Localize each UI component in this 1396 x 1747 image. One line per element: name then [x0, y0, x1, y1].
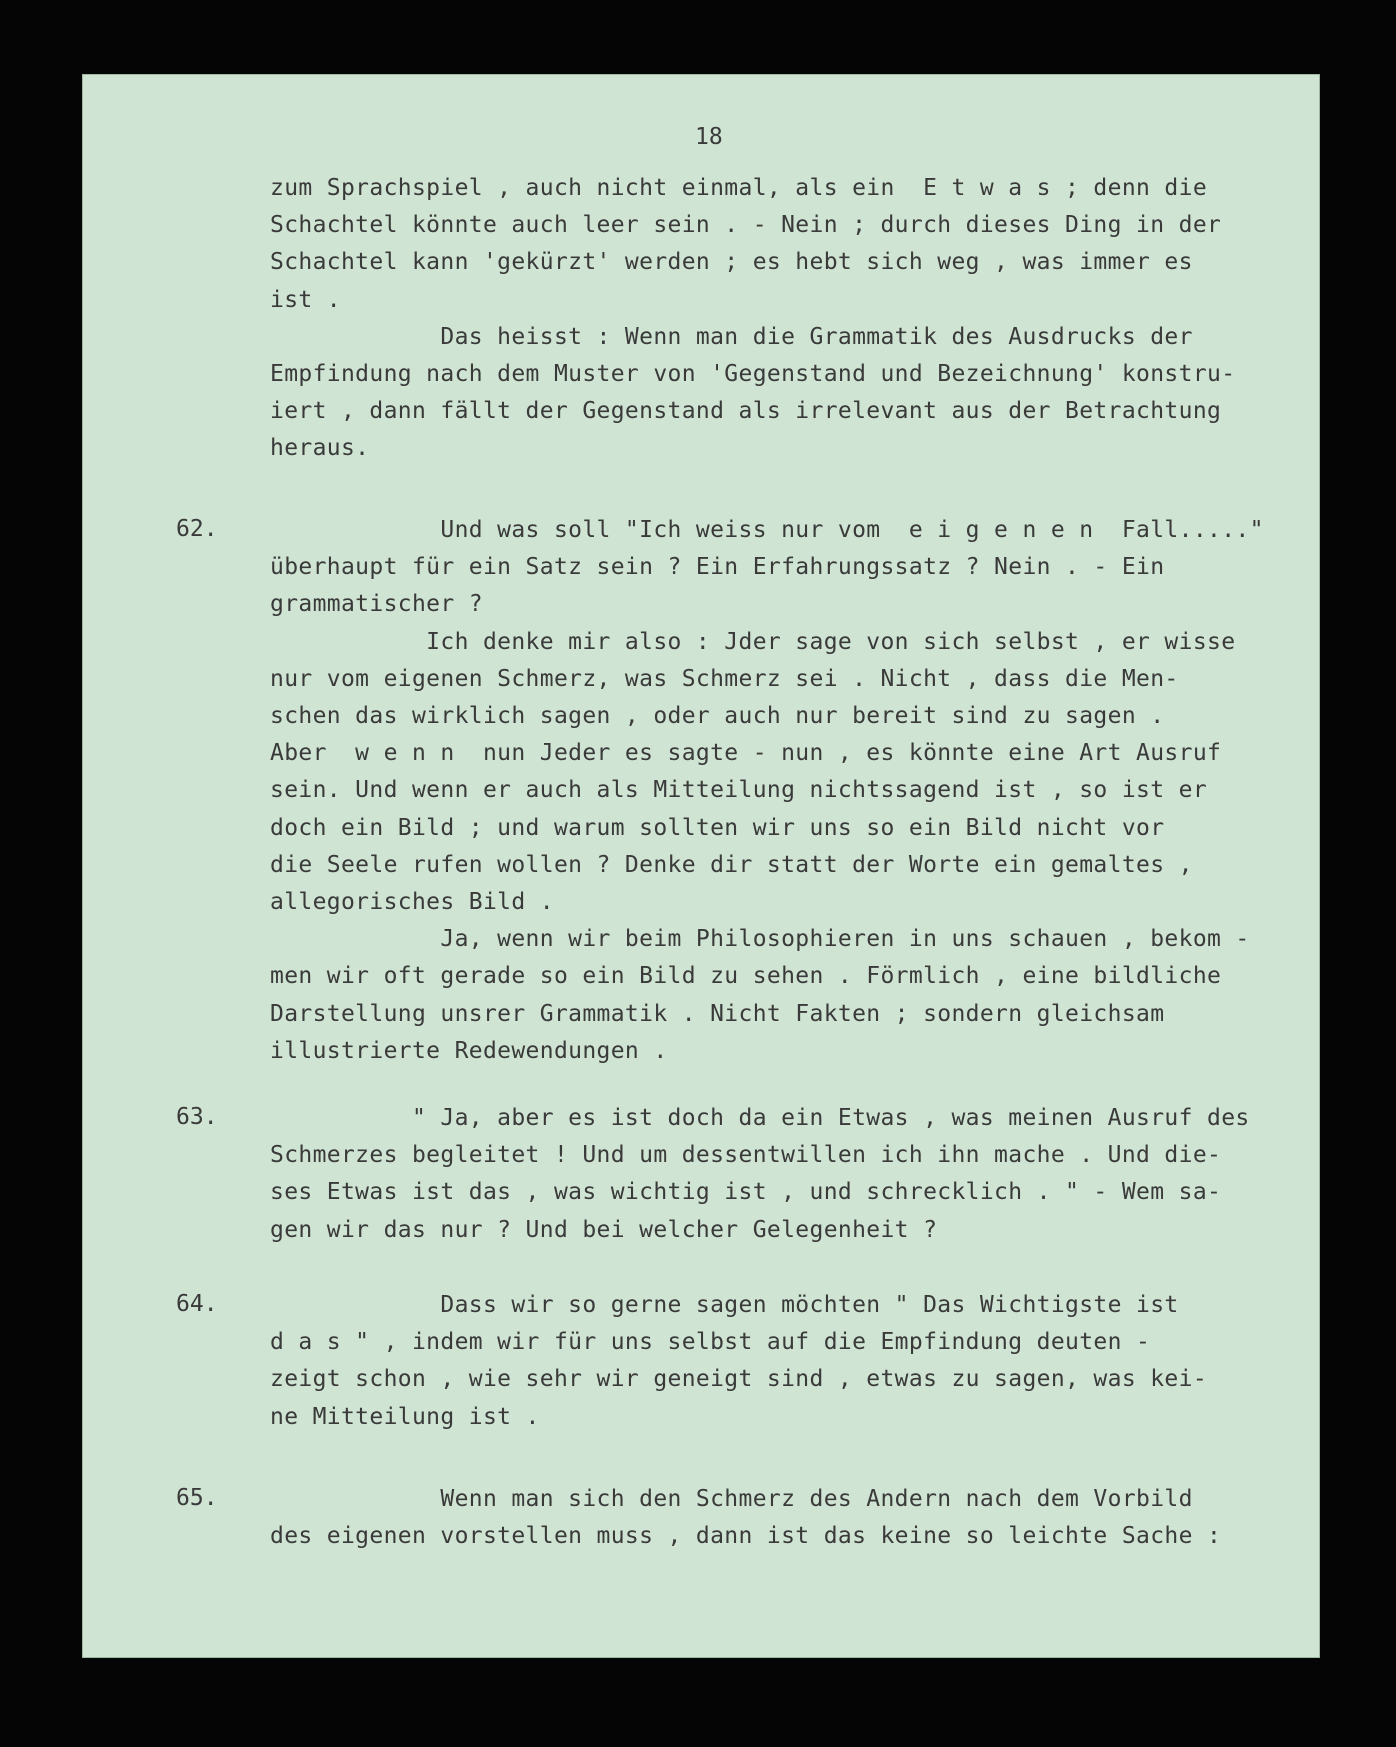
text-line: doch ein Bild ; und warum sollten wir uns so ein Bild nicht vor: [270, 814, 1165, 841]
text-line: Das heisst : Wenn man die Grammatik des Ausdrucks der: [270, 323, 1193, 350]
text-line: Schachtel kann 'gekürzt' werden ; es hebt sich weg , was immer es: [270, 249, 1193, 276]
section-number: 64.: [176, 1291, 218, 1317]
text-line: grammatischer ?: [270, 591, 483, 618]
text-line: illustrierte Redewendungen .: [270, 1037, 668, 1064]
text-line: die Seele rufen wollen ? Denke dir statt der Worte ein gemaltes ,: [270, 851, 1193, 878]
text-line: schen das wirklich sagen , oder auch nur bereit sind zu sagen .: [270, 703, 1165, 729]
text-line: Schmerzes begleitet ! Und um dessentwillen ich ihn mache . Und die-: [270, 1142, 1222, 1169]
text-line: " Ja, aber es ist doch da ein Etwas , was meinen Ausruf des: [270, 1105, 1250, 1131]
section-number: 62.: [176, 516, 218, 542]
page-number: 18: [695, 124, 723, 150]
text-line: nur vom eigenen Schmerz, was Schmerz sei . Nicht , dass die Men-: [270, 665, 1179, 692]
text-line: heraus.: [270, 435, 370, 462]
text-line: Darstellung unsrer Grammatik . Nicht Fakten ; sondern gleichsam: [270, 1000, 1165, 1027]
text-line: ne Mitteilung ist .: [270, 1403, 540, 1430]
text-line: allegorisches Bild .: [270, 889, 554, 915]
text-line: Empfindung nach dem Muster von 'Gegenstand und Bezeichnung' konstru-: [270, 361, 1236, 387]
text-line: ses Etwas ist das , was wichtig ist , und schrecklich . " - Wem sa-: [270, 1179, 1222, 1206]
text-line: Wenn man sich den Schmerz des Andern nach dem Vorbild: [270, 1486, 1193, 1512]
text-line: Aber w e n n nun Jeder es sagte - nun , es könnte eine Art Ausruf: [270, 740, 1222, 767]
text-line: men wir oft gerade so ein Bild zu sehen . Förmlich , eine bildliche: [270, 963, 1222, 990]
text-line: gen wir das nur ? Und bei welcher Gelegenheit ?: [270, 1216, 938, 1243]
text-line: zeigt schon , wie sehr wir geneigt sind , etwas zu sagen, was kei-: [270, 1366, 1208, 1393]
section-number: 63.: [176, 1104, 218, 1130]
text-line: des eigenen vorstellen muss , dann ist das keine so leichte Sache :: [270, 1523, 1222, 1550]
text-line: überhaupt für ein Satz sein ? Ein Erfahrungssatz ? Nein . - Ein: [270, 554, 1165, 581]
text-line: sein. Und wenn er auch als Mitteilung nichtssagend ist , so ist er: [270, 777, 1208, 804]
text-line: ist .: [270, 286, 341, 313]
text-line: Dass wir so gerne sagen möchten " Das Wichtigste ist: [270, 1292, 1179, 1318]
text-line: d a s " , indem wir für uns selbst auf die Empfindung deuten -: [270, 1329, 1151, 1356]
text-line: iert , dann fällt der Gegenstand als irrelevant aus der Betrachtung: [270, 398, 1222, 425]
text-line: Ich denke mir also : Jder sage von sich selbst , er wisse: [270, 628, 1236, 655]
text-line: Schachtel könnte auch leer sein . - Nein ; durch dieses Ding in der: [270, 212, 1222, 239]
section-number: 65.: [176, 1485, 218, 1511]
text-line: Ja, wenn wir beim Philosophieren in uns schauen , bekom -: [270, 926, 1250, 953]
text-line: Und was soll "Ich weiss nur vom e i g e n e n Fall.....": [270, 517, 1264, 543]
text-line: zum Sprachspiel , auch nicht einmal, als ein E t w a s ; denn die: [270, 175, 1208, 201]
